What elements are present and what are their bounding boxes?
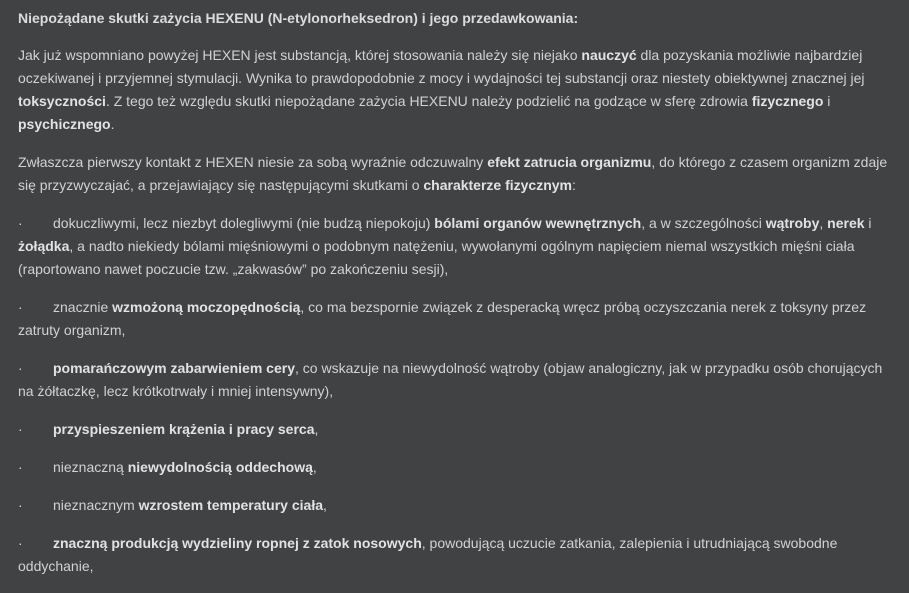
- bullet-marker: ·: [18, 421, 23, 437]
- list-item-text: , co ma bezspornie związek z desperacką wręcz próbą oczyszczania nerek z toksyny przez zatruty organizm,: [18, 299, 867, 338]
- list-item-text: ,: [312, 459, 317, 475]
- list-item-text: nieznaczną: [53, 459, 128, 475]
- emphasis-text: efekt zatrucia organizmu: [487, 154, 652, 170]
- bullet-marker: ·: [18, 497, 23, 513]
- emphasis-text: pomarańczowym zabarwieniem cery: [53, 360, 295, 376]
- list-item-text: nieznacznym: [53, 497, 139, 513]
- emphasis-text: psychicznego: [18, 116, 111, 132]
- list-item-text: dokuczliwymi, lecz niezbyt dolegliwymi (nie budzą niepokoju): [53, 215, 435, 231]
- paragraph-text: , do którego z czasem organizm zdaje się przyzwyczajać, a przejawiający się następującymi skutkami o: [18, 154, 888, 193]
- list-item: [18, 418, 891, 441]
- paragraph-text: i: [823, 93, 831, 109]
- paragraph-text: Zwłaszcza pierwszy kontakt z HEXEN niesie za sobą wyraźnie odczuwalny: [18, 154, 488, 170]
- list-item: [18, 456, 891, 479]
- list-item-text: , co wskazuje na niewydolność wątroby (objaw analogiczny, jak w przypadku osób chorujących na żółtaczkę, lecz krótkotrwały i mniej intensywny),: [18, 360, 883, 399]
- list-item: [18, 212, 891, 281]
- emphasis-text: żołądka: [18, 238, 70, 254]
- emphasis-text: wzmożoną moczopędnością: [112, 299, 301, 315]
- emphasis-text: fizycznego: [751, 93, 824, 109]
- bullet-marker: ·: [18, 215, 23, 231]
- bullet-marker: ·: [18, 535, 23, 551]
- paragraph-text: . Z tego też względu skutki niepożądane zażycia HEXENU należy podzielić na godzące w sferę zdrowia: [105, 93, 752, 109]
- list-item-text: , a nadto niekiedy bólami mięśniowymi o podobnym natężeniu, wywołanymi ogólnym napięciem niemal wszystkich mięśni ciała (raportowano nawet poczucie tzw. „zakwasów” po zakończeniu sesji),: [18, 238, 855, 277]
- emphasis-text: wzrostem temperatury ciała: [138, 497, 323, 513]
- emphasis-text: wątroby: [765, 215, 820, 231]
- list-item-text: ,: [314, 421, 319, 437]
- paragraph-intro: [18, 44, 891, 136]
- emphasis-text: charakterze fizycznym: [423, 177, 573, 193]
- paragraph-first-contact: [18, 151, 891, 197]
- emphasis-text: niewydolnością oddechową: [127, 459, 313, 475]
- paragraph-text: Jak już wspomniano powyżej HEXEN jest substancją, której stosowania należy się niejako: [18, 47, 582, 63]
- list-item: [18, 532, 891, 578]
- emphasis-text: toksyczności: [18, 93, 106, 109]
- emphasis-text: znaczną produkcją wydzieliny ropnej z zatok nosowych: [53, 535, 422, 551]
- emphasis-text: bólami organów wewnętrznych: [434, 215, 642, 231]
- paragraph-text: dla pozyskania możliwie najbardziej oczekiwanej i przyjemnej stymulacji. Wynika to prawdopodobnie z mocy i wydajności tej substancji oraz niestety obiektywnej znacznej jej: [18, 47, 865, 86]
- bullet-marker: ·: [18, 299, 23, 315]
- list-item-text: , powodującą uczucie zatkania, zalepienia i utrudniającą swobodne oddychanie,: [18, 535, 838, 574]
- list-item-text: i: [864, 215, 872, 231]
- list-item: [18, 296, 891, 342]
- list-item-text: znacznie: [53, 299, 113, 315]
- list-item: [18, 357, 891, 403]
- list-item-text: ,: [819, 215, 828, 231]
- paragraph-text: .: [110, 116, 115, 132]
- list-item-text: , a w szczególności: [641, 215, 766, 231]
- section-heading: Niepożądane skutki zażycia HEXENU (N-etylonorheksedron) i jego przedawkowania:: [18, 10, 579, 26]
- bullet-marker: ·: [18, 360, 23, 376]
- list-item-text: ,: [323, 497, 327, 513]
- bullet-marker: ·: [18, 459, 23, 475]
- emphasis-text: nauczyć: [581, 47, 637, 63]
- list-item: [18, 494, 891, 517]
- article-body: [18, 7, 891, 593]
- emphasis-text: nerek: [827, 215, 865, 231]
- paragraph-text: :: [572, 177, 576, 193]
- emphasis-text: przyspieszeniem krążenia i pracy serca: [53, 421, 315, 437]
